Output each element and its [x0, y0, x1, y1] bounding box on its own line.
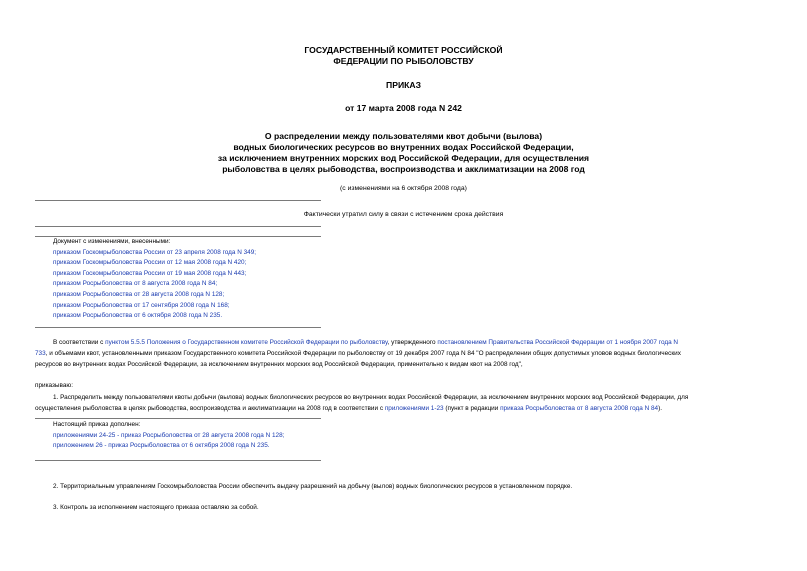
preamble-text: , и объемами квот, установленными приказом Государственного комитета Российской Федерации по рыболовству от 19 декабря 2007 года N 84 "О распределении общих допустимых уловов водных биологических: [45, 349, 681, 357]
clause-1: [35, 393, 775, 415]
government-decree-link-cont[interactable]: 733: [35, 349, 46, 357]
appendices-link[interactable]: приложениями 1-23: [384, 404, 444, 412]
preamble-text: , утвержденного: [387, 339, 438, 346]
divider: [35, 460, 321, 461]
doc-date-number: от 17 марта 2008 года N 242: [345, 103, 462, 113]
doc-type: ПРИКАЗ: [386, 80, 421, 90]
status-text: Фактически утратил силу в связи с истечением срока действия: [303, 211, 504, 218]
org-name-line2: ФЕДЕРАЦИИ ПО РЫБОЛОВСТВУ: [333, 56, 474, 66]
clause-1-text: осуществления рыболовства в целях рыбоводства, воспроизводства и акклиматизации на 2008 год в соответствии с: [35, 404, 385, 412]
preamble-text: ресурсов во внутренних водах Российской Федерации, за исключением внутренних морских вод Российской Федерации, применительно к видам квот на 2008 год",: [35, 360, 523, 368]
divider: [35, 327, 321, 328]
amendment-link[interactable]: приказом Росрыболовства от 6 октября 2008 года N 235.: [53, 312, 223, 320]
clause-1-text: ).: [658, 404, 663, 412]
amendment-link[interactable]: приказом Госкомрыболовства России от 23 апреля 2008 года N 349;: [53, 248, 257, 256]
divider: [35, 418, 321, 419]
amendments-intro: Документ с изменениями, внесенными:: [53, 238, 171, 245]
divider: [35, 226, 321, 227]
amendment-link[interactable]: приказом Росрыболовства от 28 августа 2008 года N 128;: [53, 290, 225, 298]
doc-title-line: за исключением внутренних морских вод Российской Федерации, для осуществления: [217, 153, 590, 163]
regulation-link[interactable]: пунктом 5.5.5 Положения о Государственном комитете Российской Федерации по рыболовству: [105, 339, 388, 346]
preamble-text: В соответствии с: [53, 339, 106, 346]
doc-title-line: О распределении между пользователями квот добычи (вылова): [264, 131, 543, 141]
amendment-link[interactable]: приказом Госкомрыболовства России от 19 мая 2008 года N 443;: [53, 269, 247, 277]
supplement-link[interactable]: приложениями 24-25 - приказ Росрыболовства от 28 августа 2008 года N 128;: [53, 431, 285, 439]
amended-note: (с изменениями на 6 октября 2008 года): [340, 185, 467, 192]
divider: [35, 200, 321, 201]
preamble-paragraph: [35, 338, 775, 370]
supplement-block: [53, 420, 284, 452]
government-decree-link[interactable]: постановлением Правительства Российской Федерации от 1 ноября 2007 года N: [437, 339, 679, 346]
doc-title-line: рыболовства в целях рыбоводства, воспроизводства и акклиматизации на 2008 год: [222, 164, 585, 174]
clause-2: 2. Территориальным управлениям Госкомрыболовства России обеспечить выдачу разрешений на добычу (вылов) водных биологических ресурсов в установленном порядке.: [53, 483, 573, 490]
org-name-line1: ГОСУДАРСТВЕННЫЙ КОМИТЕТ РОССИЙСКОЙ: [304, 45, 503, 55]
clause-1-text: 1. Распределить между пользователями квоты добычи (вылова) водных биологических ресурсов во внутренних водах Российской Федерации, за исключением внутренних морских вод Российской Федерации, для: [53, 394, 689, 401]
amendment-link[interactable]: приказом Росрыболовства от 17 сентября 2008 года N 168;: [53, 301, 230, 309]
doc-title-line: водных биологических ресурсов во внутренних водах Российской Федерации,: [233, 142, 574, 152]
amendments-block: [53, 237, 256, 322]
supplement-link[interactable]: приложением 26 - приказ Росрыболовства от 6 октября 2008 года N 235.: [53, 442, 270, 450]
amendment-link[interactable]: приказом Госкомрыболовства России от 12 мая 2008 года N 420;: [53, 259, 247, 267]
order-word: приказываю:: [35, 382, 73, 389]
amendment-link[interactable]: приказом Росрыболовства от 8 августа 2008 года N 84;: [53, 280, 218, 288]
order-84-link[interactable]: приказа Росрыболовства от 8 августа 2008 года N 84: [500, 404, 659, 412]
clause-3: 3. Контроль за исполнением настоящего приказа оставляю за собой.: [53, 504, 259, 511]
supplement-intro: Настоящий приказ дополнен:: [53, 421, 141, 428]
clause-1-text: (пункт в редакции: [443, 404, 501, 412]
